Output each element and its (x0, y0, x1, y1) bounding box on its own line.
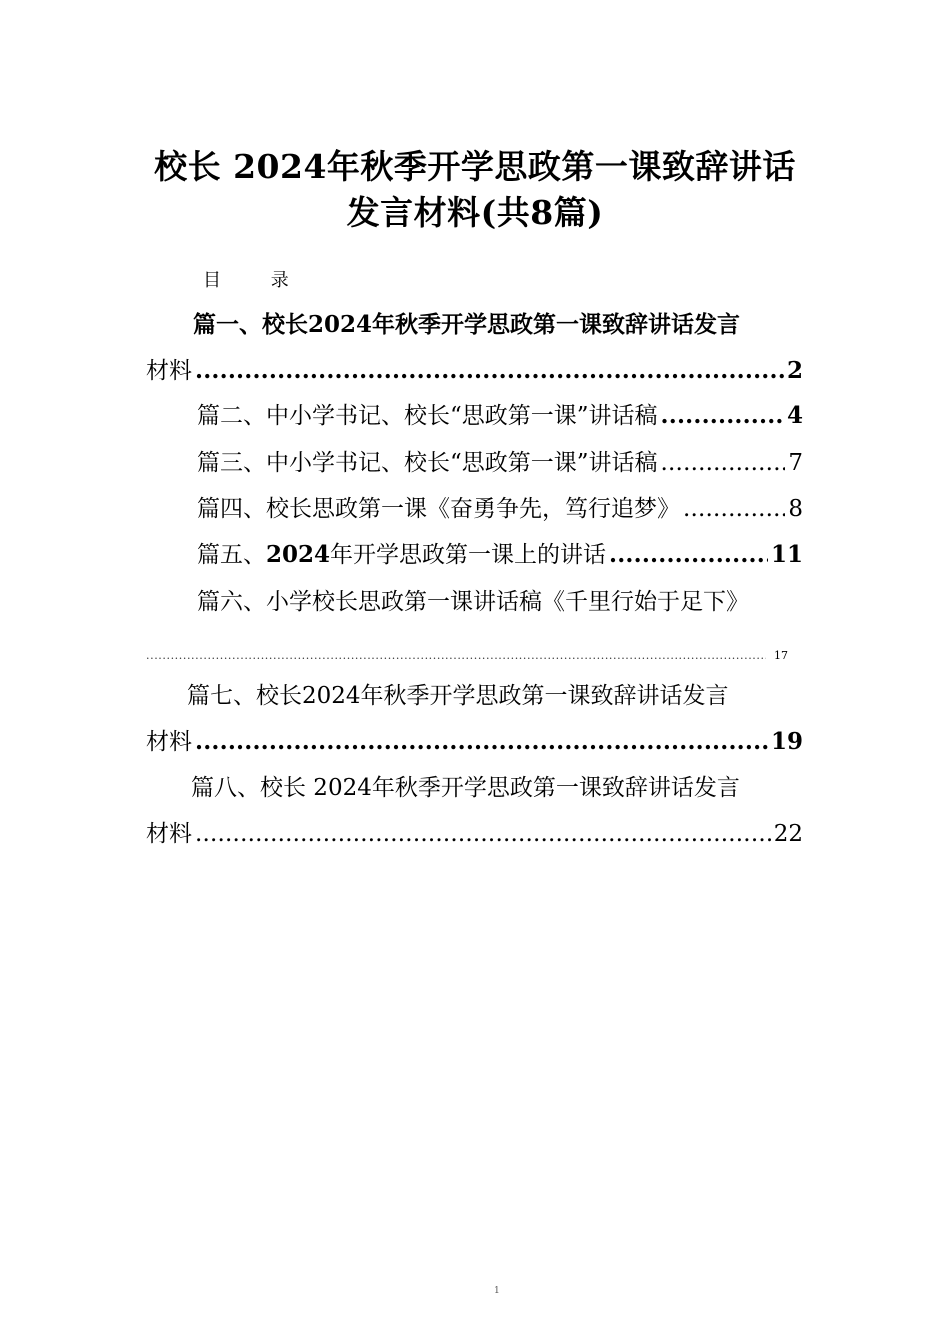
toc-entry-1-continuation: 材料 (146, 358, 192, 384)
toc-entry-7-continuation: 材料 (146, 729, 192, 755)
toc-entry-4-text: 篇四、校长思政第一课《奋勇争先，笃行追梦》 (197, 496, 680, 522)
toc-leader-dots (195, 352, 784, 390)
toc-entry-6-page: 17 (774, 649, 788, 662)
toc-entry-3[interactable] (197, 444, 803, 482)
toc-entry-8-line-2[interactable] (146, 815, 803, 853)
toc-entry-5-year: 2024 (266, 541, 331, 568)
toc-entry-3-page: 7 (788, 450, 803, 476)
toc-entry-7-page: 19 (770, 728, 803, 755)
toc-leader-dots (195, 723, 768, 761)
toc-entry-7-line-2[interactable] (146, 723, 803, 761)
document-title-line-2: 发言材料(共8篇) (346, 193, 604, 232)
toc-entry-3-text: 篇三、中小学书记、校长“思政第一课”讲话稿 (197, 450, 658, 476)
footer-page-number: 1 (494, 1286, 500, 1296)
toc-entry-4[interactable] (197, 490, 803, 528)
toc-leader-dots (661, 444, 786, 482)
toc-leader-dots (683, 490, 785, 528)
toc-leader-dots (609, 536, 768, 574)
toc-entry-1-line-2[interactable] (146, 352, 803, 390)
toc-entry-2[interactable] (197, 397, 803, 435)
toc-heading: 目 录 (203, 270, 311, 291)
toc-entry-5-page: 11 (770, 541, 803, 568)
toc-leader-dots (146, 646, 766, 666)
toc-entry-5-prefix: 篇五、 (197, 542, 266, 568)
toc-entry-2-text: 篇二、中小学书记、校长“思政第一课”讲话稿 (197, 403, 658, 429)
toc-entry-1-line-1[interactable] (193, 306, 803, 344)
toc-entry-6[interactable] (197, 583, 817, 621)
toc-entry-8-page: 22 (773, 821, 803, 847)
document-title-line-1: 校长 2024年秋季开学思政第一课致辞讲话 (154, 147, 796, 186)
toc-entry-7-line-1[interactable] (187, 677, 803, 715)
toc-entry-8-line-1[interactable] (191, 769, 803, 807)
toc-entry-2-page: 4 (786, 402, 803, 429)
toc-entry-7-text: 篇七、校长2024年秋季开学思政第一课致辞讲话发言 (187, 683, 729, 709)
toc-entry-1-page: 2 (786, 357, 803, 384)
toc-entry-1-text: 篇一、校长2024年秋季开学思政第一课致辞讲话发言 (193, 311, 741, 338)
toc-entry-5[interactable] (197, 536, 803, 574)
toc-entry-5-text: 年开学思政第一课上的讲话 (330, 542, 607, 568)
toc-entry-8-text: 篇八、校长 2024年秋季开学思政第一课致辞讲话发言 (191, 775, 740, 801)
toc-entry-8-continuation: 材料 (146, 821, 192, 847)
toc-leader-dots (661, 397, 784, 435)
toc-entry-6-text: 篇六、小学校长思政第一课讲话稿《千里行始于足下》 (197, 589, 749, 615)
toc-leader-dots (195, 815, 771, 853)
toc-entry-4-page: 8 (788, 496, 803, 522)
